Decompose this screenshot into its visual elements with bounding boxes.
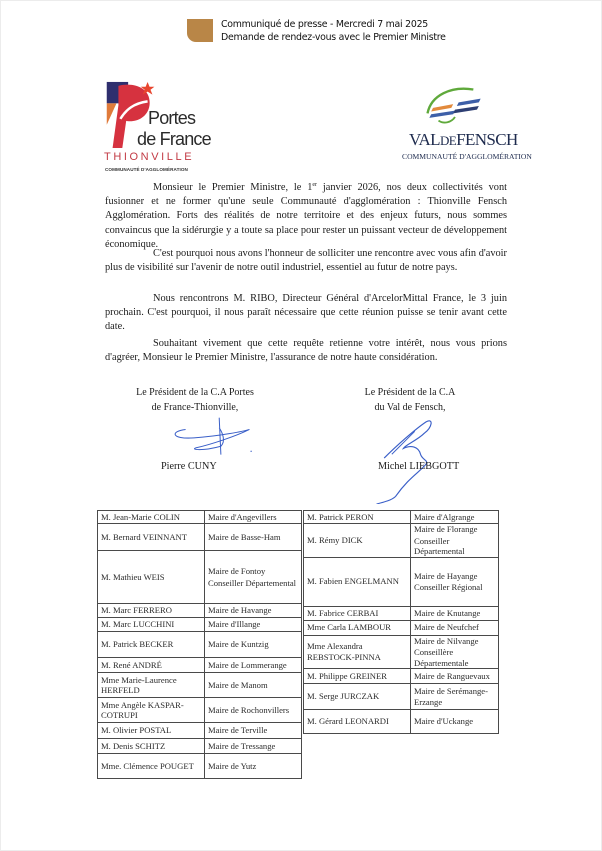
- mayor-name: M. Fabien ENGELMANN: [304, 557, 411, 606]
- mayor-role-cell: [205, 673, 302, 698]
- mayor-role: Maire de Lommerange: [208, 659, 287, 670]
- letter-paragraph-1: [105, 181, 507, 252]
- mayor-name: M. Marc FERRERO: [98, 604, 205, 618]
- mayor-role: Maire d'Illange: [208, 619, 261, 630]
- paragraph-1-start: Monsieur le Premier Ministre, le 1: [153, 182, 313, 193]
- mayor-row: [98, 618, 302, 632]
- paragraph-4-text: Souhaitant vivement que cette requête retienne votre intérêt, nous vous prions d'agréer, Monsieur le Premier Ministre, l'assurance de notre haute considération.: [105, 338, 507, 364]
- mayor-row: [98, 604, 302, 618]
- mayor-name: M. Mathieu WEIS: [98, 551, 205, 604]
- signatory-left-title-line2: de France-Thionville,: [151, 401, 239, 413]
- mayor-role: Maire de Hayange: [414, 570, 478, 581]
- header-date-line: Communiqué de presse - Mercredi 7 mai 2025: [221, 19, 428, 30]
- mayor-name: M. Serge JURCZAK: [304, 684, 411, 710]
- mayor-role: Maire de Tressange: [208, 740, 276, 751]
- mayor-role: Maire de Terville: [208, 725, 268, 736]
- mayor-name: M. Gérard LEONARDI: [304, 710, 411, 734]
- mayor-role: Maire d'Uckange: [414, 716, 474, 727]
- mayor-row: [98, 723, 302, 739]
- mayor-role-cell: [205, 698, 302, 723]
- letter-paragraph-3: [105, 292, 507, 335]
- mayor-name: M. Fabrice CERBAI: [304, 606, 411, 620]
- logo-portes-de-france: [104, 80, 224, 176]
- mayor-name: Mme Angèle KASPAR-COTRUPI: [98, 698, 205, 723]
- mayor-role-cell: [205, 551, 302, 604]
- header-subject-line: Demande de rendez-vous avec le Premier Ministre: [221, 32, 446, 43]
- mayor-name: M. Patrick PERON: [304, 511, 411, 524]
- mayor-row: [304, 511, 499, 524]
- logo-de-france-text: de France: [137, 129, 211, 149]
- mayor-name: M. Olivier POSTAL: [98, 723, 205, 739]
- signatory-right-name: Michel LIEBGOTT: [378, 461, 460, 472]
- mayor-row: [304, 669, 499, 684]
- mayor-name: Mme Marie-Laurence HERFELD: [98, 673, 205, 698]
- letter-paragraph-4: [105, 337, 507, 365]
- mayor-name: M. Rémy DICK: [304, 524, 411, 558]
- mayor-role: Maire de Rochonvillers: [208, 704, 290, 715]
- mayor-name: M. René ANDRÉ: [98, 658, 205, 673]
- mayor-role: Maire de Basse-Ham: [208, 531, 281, 542]
- mayor-role-cell: [411, 710, 499, 734]
- mayor-role-cell: [205, 604, 302, 618]
- letter-paragraph-2: [105, 247, 507, 275]
- mayor-row: [304, 684, 499, 710]
- mayor-role-cell: [411, 524, 499, 558]
- paragraph-1-rest: janvier 2026, nos deux collectivités vont fusionner et ne former qu'une seule Communauté d'agglomération : Thionville Fensch Agglomération. Forts des réalités de notre territoire et des enjeux futurs, nous sommes convaincus que la sidérurgie y a toute sa place pour rester un puissant vecteur de développement économique.: [105, 182, 507, 250]
- logo-communaute-text: COMMUNAUTÉ D'AGGLOMÉRATION: [105, 167, 188, 172]
- mayor-name: M. Philippe GREINER: [304, 669, 411, 684]
- mayor-row: [304, 524, 499, 558]
- mayor-name: M. Denis SCHITZ: [98, 739, 205, 754]
- mayor-role-cell: [205, 739, 302, 754]
- signatory-right-title: [330, 386, 490, 415]
- paragraph-3-text: Nous rencontrons M. RIBO, Directeur Général d'ArcelorMittal France, le 3 juin prochain. C'est pourquoi, il nous paraît nécessaire que cette réunion puisse se tenir avant cette date.: [105, 293, 507, 333]
- mayor-row: [98, 698, 302, 723]
- mayor-role: Maire de Neufchef: [414, 622, 479, 633]
- mayor-name: M. Jean-Marie COLIN: [98, 511, 205, 524]
- mayor-role-cell: [205, 723, 302, 739]
- mayor-role: Maire de Yutz: [208, 760, 257, 771]
- logo-portes-text: Portes: [148, 108, 196, 128]
- mayor-name: M. Marc LUCCHINI: [98, 618, 205, 632]
- mayor-row: [98, 739, 302, 754]
- mayor-role-cell: [411, 620, 499, 635]
- mayor-row: [98, 754, 302, 779]
- mayors-table-left: [97, 510, 302, 779]
- mayor-role: Maire de Manom: [208, 679, 268, 690]
- mayor-role-cell: [205, 632, 302, 658]
- mayor-row: [304, 620, 499, 635]
- mayor-role: Maire de Ranguevaux: [414, 670, 490, 681]
- mayor-role: Maire d'Algrange: [414, 511, 475, 522]
- mayor-role-cell: [205, 524, 302, 551]
- paragraph-2-text: C'est pourquoi nous avons l'honneur de solliciter une rencontre avec vous afin d'avoir plus de visibilité sur l'avenir de notre outil industriel, essentiel au futur de notre pays.: [105, 248, 507, 274]
- mayor-role: Maire de Nilvange: [414, 635, 479, 646]
- mayor-role: Conseiller Départemental: [414, 535, 465, 556]
- val-de-fensch-waves-icon: [415, 84, 495, 128]
- mayor-name: M. Patrick BECKER: [98, 632, 205, 658]
- mayor-role: Maire d'Angevillers: [208, 511, 277, 522]
- logo-vdf-communaute-text: COMMUNAUTÉ D'AGGLOMÉRATION: [402, 152, 532, 161]
- mayor-role: Maire de Havange: [208, 605, 272, 616]
- mayor-role-cell: [411, 669, 499, 684]
- logo-val-text: VAL: [409, 130, 440, 149]
- mayor-name: Mme Carla LAMBOUR: [304, 620, 411, 635]
- mayor-row: [98, 632, 302, 658]
- mayor-name: Mme. Clémence POUGET: [98, 754, 205, 779]
- mayor-role-cell: [205, 658, 302, 673]
- mayor-role-cell: [411, 606, 499, 620]
- signatory-right-title-line2: du Val de Fensch,: [374, 401, 446, 413]
- mayor-role-cell: [205, 618, 302, 632]
- mayor-role-cell: [411, 635, 499, 669]
- signatory-left-name: Pierre CUNY: [161, 461, 217, 472]
- mayor-role-cell: [205, 511, 302, 524]
- mayor-row: [304, 635, 499, 669]
- logo-val-de-fensch: [395, 84, 545, 168]
- mayor-role-cell: [205, 754, 302, 779]
- mayor-name: Mme Alexandra REBSTOCK-PINNA: [304, 635, 411, 669]
- mayor-row: [98, 673, 302, 698]
- mayor-role: Maire de Knutange: [414, 607, 481, 618]
- mayor-row: [98, 511, 302, 524]
- mayor-role-cell: [411, 684, 499, 710]
- press-release-header: [221, 18, 446, 44]
- logo-fensch-text: FENSCH: [456, 130, 518, 149]
- signatory-right-title-line1: Le Président de la C.A: [364, 387, 456, 398]
- header-accent-block: [187, 19, 213, 42]
- mayor-row: [98, 658, 302, 673]
- logo-de-text: DE: [439, 133, 457, 148]
- mayor-role: Conseiller Régional: [414, 582, 483, 592]
- mayor-role: Maire de Fontoy: [208, 566, 266, 576]
- mayor-role: Conseiller Départemental: [208, 577, 297, 588]
- mayor-role: Maire de Florange: [414, 524, 478, 534]
- mayor-role: Maire de Kuntzig: [208, 639, 269, 650]
- logo-val-de-fensch-name: [409, 130, 518, 150]
- mayors-table-right: [303, 510, 499, 734]
- logo-thionville-text: THIONVILLE: [104, 151, 195, 163]
- mayor-role-cell: [411, 511, 499, 524]
- mayor-row: [98, 551, 302, 604]
- mayor-row: [304, 557, 499, 606]
- mayor-name: M. Bernard VEINNANT: [98, 524, 205, 551]
- signatory-left-title-line1: Le Président de la C.A Portes: [136, 387, 254, 398]
- mayor-row: [304, 606, 499, 620]
- mayor-role: Conseillère Départementale: [414, 647, 469, 668]
- signature-pierre-cuny-icon: [160, 416, 270, 458]
- mayor-role: Maire de Serémange-Erzange: [414, 686, 488, 707]
- signatory-left-title: [110, 386, 280, 415]
- ordinal-superscript: er: [312, 182, 318, 188]
- mayor-row: [98, 524, 302, 551]
- mayor-row: [304, 710, 499, 734]
- mayor-role-cell: [411, 557, 499, 606]
